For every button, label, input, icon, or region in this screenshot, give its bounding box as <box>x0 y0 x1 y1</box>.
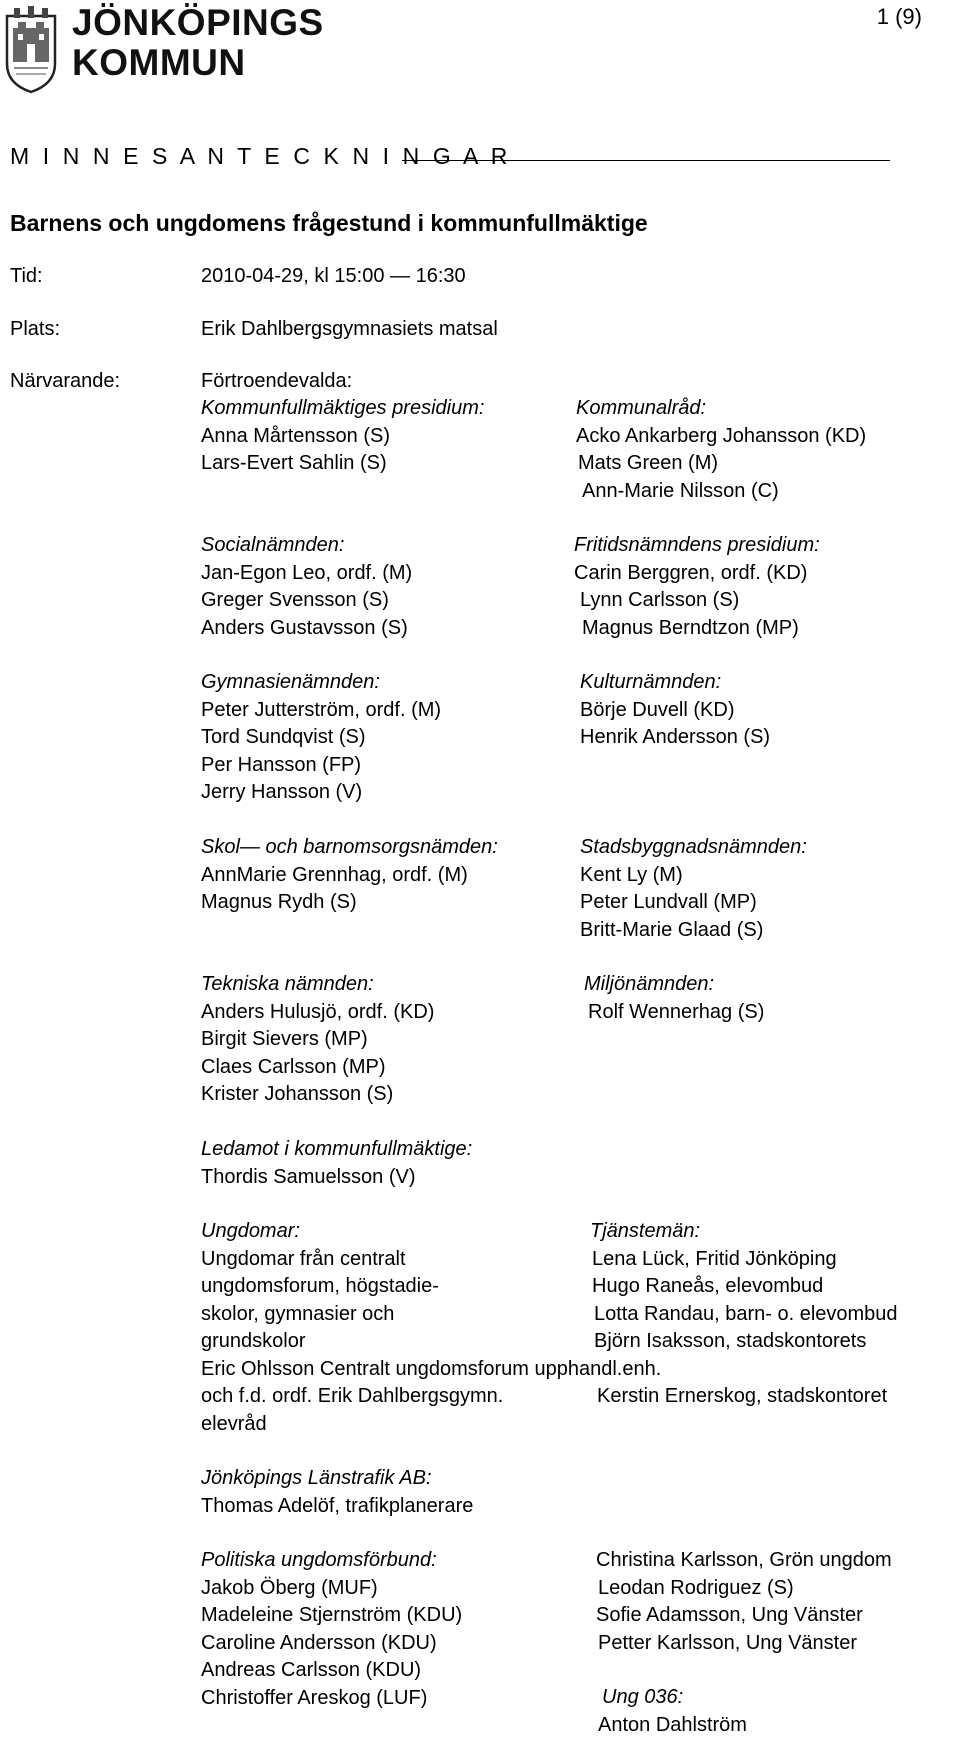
member: Börje Duvell (KD) <box>580 697 770 725</box>
ungdomar-line: och f.d. ordf. Erik Dahlbergsgymn. <box>201 1383 661 1411</box>
group-skol-barnomsorg <box>201 834 498 917</box>
member: Christoffer Areskog (LUF) <box>201 1685 462 1713</box>
ungdomar-line: elevråd <box>201 1411 661 1439</box>
group-heading: Kulturnämnden: <box>580 669 770 697</box>
member: Anton Dahlström <box>598 1712 747 1739</box>
fortroendevalda-label: Förtroendevalda: <box>201 368 352 396</box>
tid-label: Tid: <box>10 263 43 291</box>
member: Madeleine Stjernström (KDU) <box>201 1602 462 1630</box>
group-heading: Kommunfullmäktiges presidium: <box>201 395 484 423</box>
member: Greger Svensson (S) <box>201 587 412 615</box>
member: Andreas Carlsson (KDU) <box>201 1657 462 1685</box>
member: Tord Sundqvist (S) <box>201 724 441 752</box>
group-ung036 <box>598 1684 747 1739</box>
member: Jerry Hansson (V) <box>201 779 441 807</box>
group-ledamot-kf <box>201 1136 472 1191</box>
group-heading: Gymnasienämnden: <box>201 669 441 697</box>
member: Caroline Andersson (KDU) <box>201 1630 462 1658</box>
member: AnnMarie Grennhag, ordf. (M) <box>201 862 498 890</box>
member: Lars-Evert Sahlin (S) <box>201 450 484 478</box>
member: Jakob Öberg (MUF) <box>201 1575 462 1603</box>
document-heading: M I N N E S A N T E C K N I N G A R <box>10 143 511 170</box>
member: Thomas Adelöf, trafikplanerare <box>201 1493 473 1521</box>
member: Jan-Egon Leo, ordf. (M) <box>201 560 412 588</box>
group-heading: Tjänstemän: <box>590 1218 898 1246</box>
group-fritidsnamnden <box>574 532 820 642</box>
group-heading: Politiska ungdomsförbund: <box>201 1547 462 1575</box>
group-tjansteman <box>590 1218 898 1356</box>
group-tekniska <box>201 971 434 1109</box>
group-heading: Tekniska nämnden: <box>201 971 434 999</box>
page-number: 1 (9) <box>877 4 922 30</box>
member: Peter Jutterström, ordf. (M) <box>201 697 441 725</box>
group-heading: Ung 036: <box>598 1684 747 1712</box>
member: Mats Green (M) <box>576 450 866 478</box>
group-socialnamnden <box>201 532 412 642</box>
group-gymnasienamnden <box>201 669 441 807</box>
group-heading: Kommunalråd: <box>576 395 866 423</box>
member: Britt-Marie Glaad (S) <box>580 917 807 945</box>
plats-value: Erik Dahlbergsgymnasiets matsal <box>201 316 498 344</box>
member: Lynn Carlsson (S) <box>574 587 820 615</box>
logo-line-2: KOMMUN <box>72 42 246 84</box>
group-heading: Skol— och barnomsorgsnämden: <box>201 834 498 862</box>
member: Per Hansson (FP) <box>201 752 441 780</box>
narvarande-label: Närvarande: <box>10 368 120 396</box>
logo-line-1: JÖNKÖPINGS <box>72 2 324 44</box>
member: Leodan Rodriguez (S) <box>596 1575 892 1603</box>
ungdomar-line: Eric Ohlsson Centralt ungdomsforum upphandl.enh. <box>201 1356 661 1384</box>
group-miljonamnden <box>584 971 764 1026</box>
group-lanstrafik <box>201 1465 473 1520</box>
group-heading: Socialnämnden: <box>201 532 412 560</box>
group-politiska <box>201 1547 462 1712</box>
member: Björn Isaksson, stadskontorets <box>590 1328 898 1356</box>
municipal-crest-icon <box>4 6 58 94</box>
member: Sofie Adamsson, Ung Vänster <box>596 1602 892 1630</box>
member: Acko Ankarberg Johansson (KD) <box>576 423 866 451</box>
group-heading: Ledamot i kommunfullmäktige: <box>201 1136 472 1164</box>
member: Magnus Rydh (S) <box>201 889 498 917</box>
member: Anna Mårtensson (S) <box>201 423 484 451</box>
group-stadsbyggnad <box>580 834 807 944</box>
member: Hugo Raneås, elevombud <box>590 1273 898 1301</box>
member: Krister Johansson (S) <box>201 1081 434 1109</box>
member: Christina Karlsson, Grön ungdom <box>596 1547 892 1575</box>
member: Claes Carlsson (MP) <box>201 1054 434 1082</box>
group-heading: Miljönämnden: <box>584 971 764 999</box>
group-heading: Jönköpings Länstrafik AB: <box>201 1465 473 1493</box>
heading-rule <box>402 160 890 161</box>
member: Henrik Andersson (S) <box>580 724 770 752</box>
member: Anders Gustavsson (S) <box>201 615 412 643</box>
group-heading: Fritidsnämndens presidium: <box>574 532 820 560</box>
group-kommunalrad <box>576 395 866 505</box>
member: Carin Berggren, ordf. (KD) <box>574 560 820 588</box>
member: Thordis Samuelsson (V) <box>201 1164 472 1192</box>
plats-label: Plats: <box>10 316 60 344</box>
member: Rolf Wennerhag (S) <box>584 999 764 1027</box>
member: Lotta Randau, barn- o. elevombud <box>590 1301 898 1329</box>
tid-value: 2010-04-29, kl 15:00 — 16:30 <box>201 263 466 291</box>
member: Anders Hulusjö, ordf. (KD) <box>201 999 434 1027</box>
group-heading: Ungdomar: <box>201 1218 661 1246</box>
member: Kent Ly (M) <box>580 862 807 890</box>
ungdomar-line: skolor, gymnasier och <box>201 1301 661 1329</box>
document-title: Barnens och ungdomens frågestund i kommunfullmäktige <box>10 210 648 237</box>
member: Petter Karlsson, Ung Vänster <box>596 1630 892 1658</box>
group-politiska-right <box>596 1547 892 1657</box>
member: Ann-Marie Nilsson (C) <box>576 478 866 506</box>
ungdomar-line: Ungdomar från centralt <box>201 1246 661 1274</box>
group-kulturnamnden <box>580 669 770 752</box>
member: Peter Lundvall (MP) <box>580 889 807 917</box>
ungdomar-line: grundskolor <box>201 1328 661 1356</box>
member: Magnus Berndtzon (MP) <box>574 615 820 643</box>
member: Kerstin Ernerskog, stadskontoret <box>597 1383 887 1411</box>
member: Birgit Sievers (MP) <box>201 1026 434 1054</box>
member: Lena Lück, Fritid Jönköping <box>590 1246 898 1274</box>
ungdomar-line: ungdomsforum, högstadie- <box>201 1273 661 1301</box>
group-kf-presidium <box>201 395 484 478</box>
group-heading: Stadsbyggnadsnämnden: <box>580 834 807 862</box>
